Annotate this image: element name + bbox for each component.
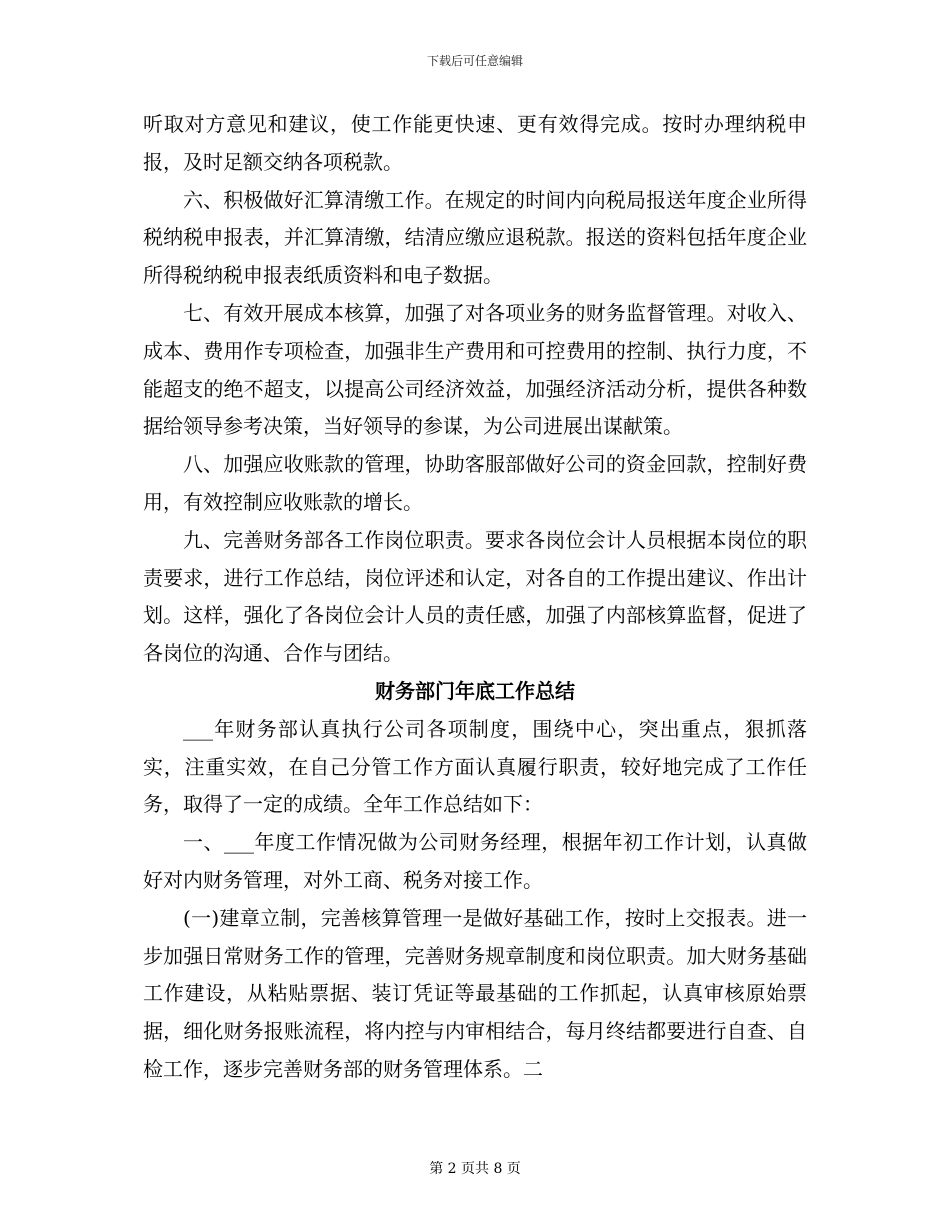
paragraph-item-9: 九、完善财务部各工作岗位职责。要求各岗位会计人员根据本岗位的职责要求，进行工作总结，岗位评述和认定，对各自的工作提出建议、作出计划。这样，强化了各岗位会计人员的责任感，加强了内部核算监督，促进了各岗位的沟通、合作与团结。 [143, 527, 807, 666]
paragraph-item-7: 七、有效开展成本核算，加强了对各项业务的财务监督管理。对收入、成本、费用作专项检查，加强非生产费用和可控费用的控制、执行力度，不能超支的绝不超支，以提高公司经济效益，加强经济活动分析，提供各种数据给领导参考决策，当好领导的参谋，为公司进展出谋献策。 [143, 300, 807, 439]
document-body [143, 106, 807, 1089]
section-title: 财务部门年底工作总结 [375, 678, 575, 703]
paragraph-item-6: 六、积极做好汇算清缴工作。在规定的时间内向税局报送年度企业所得税纳税申报表，并汇算清缴，结清应缴应退税款。报送的资料包括年度企业所得税纳税申报表纸质资料和电子数据。 [143, 187, 807, 288]
page-header: 下载后可任意编辑 [426, 54, 523, 68]
paragraph-continuation: 听取对方意见和建议，使工作能更快速、更有效得完成。按时办理纳税申报，及时足额交纳各项税款。 [143, 112, 807, 174]
section-intro-paragraph: ___年财务部认真执行公司各项制度，围绕中心，突出重点，狠抓落实，注重实效，在自己分管工作方面认真履行职责，较好地完成了工作任务，取得了一定的成绩。全年工作总结如下： [143, 716, 807, 817]
section-paragraph-1-1: (一)建章立制，完善核算管理一是做好基础工作，按时上交报表。进一步加强日常财务工作的管理，完善财务规章制度和岗位职责。加大财务基础工作建设，从粘贴票据、装订凭证等最基础的工作抓起，认真审核原始票据，细化财务报账流程，将内控与内审相结合，每月终结都要进行自查、自检工作，逐步完善财务部的财务管理体系。二 [143, 905, 807, 1081]
section-paragraph-1: 一、___年度工作情况做为公司财务经理，根据年初工作计划，认真做好对内财务管理，对外工商、税务对接工作。 [143, 830, 807, 892]
page-footer: 第 2 页共 8 页 [429, 1161, 521, 1177]
paragraph-item-8: 八、加强应收账款的管理，协助客服部做好公司的资金回款，控制好费用，有效控制应收账款的增长。 [143, 452, 807, 514]
